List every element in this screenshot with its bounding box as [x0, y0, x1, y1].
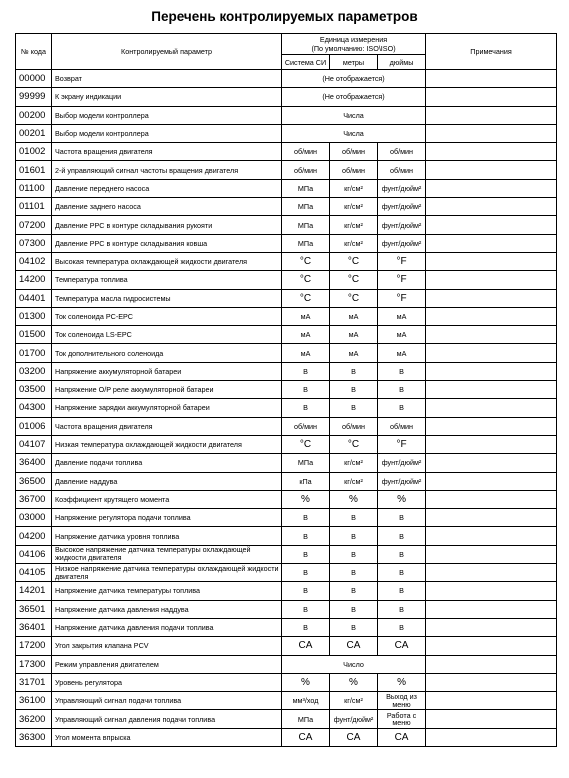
row-parameter: Напряжение датчика давления подачи топлива: [52, 618, 282, 636]
row-code: 04401: [16, 289, 52, 307]
row-parameter: Температура топлива: [52, 271, 282, 289]
row-notes: [426, 454, 557, 472]
row-code: 36400: [16, 454, 52, 472]
row-parameter: Давление наддува: [52, 472, 282, 490]
row-unit-si: %: [282, 490, 330, 508]
row-unit-metric: %: [330, 673, 378, 691]
row-parameter: Режим управления двигателем: [52, 655, 282, 673]
row-code: 01300: [16, 307, 52, 325]
table-row: [16, 472, 557, 490]
row-parameter: Ток соленоида PC-EPC: [52, 307, 282, 325]
row-unit-metric: °C: [330, 252, 378, 270]
row-unit-inch: фунт/дюйм²: [378, 234, 426, 252]
row-code: 14201: [16, 582, 52, 600]
table-row: [16, 271, 557, 289]
row-code: 04105: [16, 564, 52, 582]
row-unit-inch: фунт/дюйм²: [378, 198, 426, 216]
row-code: 14200: [16, 271, 52, 289]
row-unit-inch: фунт/дюйм²: [378, 472, 426, 490]
table-row: [16, 124, 557, 142]
row-unit-si: В: [282, 527, 330, 545]
row-parameter: Давление PPC в контуре складывания ковша: [52, 234, 282, 252]
header-inch: дюймы: [378, 55, 426, 70]
row-unit-inch: фунт/дюйм²: [378, 179, 426, 197]
row-code: 03200: [16, 362, 52, 380]
row-parameter: Уровень регулятора: [52, 673, 282, 691]
row-unit-inch: мА: [378, 344, 426, 362]
row-parameter: Напряжение аккумуляторной батареи: [52, 362, 282, 380]
row-parameter: Давление подачи топлива: [52, 454, 282, 472]
row-unit-si: °C: [282, 252, 330, 270]
row-code: 03000: [16, 509, 52, 527]
table-row: [16, 216, 557, 234]
row-parameter: Высокая температура охлаждающей жидкости двигателя: [52, 252, 282, 270]
row-unit-inch: В: [378, 381, 426, 399]
row-parameter: Напряжение зарядки аккумуляторной батареи: [52, 399, 282, 417]
row-unit-metric: °C: [330, 271, 378, 289]
row-unit-metric: мА: [330, 344, 378, 362]
row-notes: [426, 582, 557, 600]
row-parameter: К экрану индикации: [52, 88, 282, 106]
row-parameter: Напряжение датчика температуры топлива: [52, 582, 282, 600]
row-unit-si: МПа: [282, 216, 330, 234]
row-code: 01601: [16, 161, 52, 179]
row-code: 36500: [16, 472, 52, 490]
table-row: [16, 198, 557, 216]
row-unit-si: CA: [282, 637, 330, 655]
row-code: 36300: [16, 728, 52, 746]
header-metric: метры: [330, 55, 378, 70]
row-unit-inch: В: [378, 564, 426, 582]
row-code: 01500: [16, 326, 52, 344]
table-row: [16, 618, 557, 636]
row-unit-si: МПа: [282, 454, 330, 472]
row-unit-metric: °C: [330, 289, 378, 307]
row-unit-si: МПа: [282, 198, 330, 216]
table-row: [16, 490, 557, 508]
row-code: 31701: [16, 673, 52, 691]
row-unit-inch: об/мин: [378, 161, 426, 179]
row-parameter: Угол момента впрыска: [52, 728, 282, 746]
row-notes: [426, 216, 557, 234]
row-code: 07200: [16, 216, 52, 234]
row-code: 00201: [16, 124, 52, 142]
row-code: 36700: [16, 490, 52, 508]
row-unit-si: мА: [282, 326, 330, 344]
table-row: [16, 106, 557, 124]
header-si: Система СИ: [282, 55, 330, 70]
row-unit-metric: В: [330, 600, 378, 618]
row-code: 99999: [16, 88, 52, 106]
row-notes: [426, 545, 557, 563]
row-parameter: Управляющий сигнал давления подачи топлива: [52, 710, 282, 728]
row-notes: [426, 472, 557, 490]
row-unit-inch: CA: [378, 637, 426, 655]
row-code: 04107: [16, 435, 52, 453]
row-unit-si: В: [282, 399, 330, 417]
row-unit-si: В: [282, 600, 330, 618]
row-notes: [426, 435, 557, 453]
row-parameter: Частота вращения двигателя: [52, 143, 282, 161]
row-unit-si: °C: [282, 435, 330, 453]
row-unit-metric: В: [330, 381, 378, 399]
row-unit-si: В: [282, 618, 330, 636]
row-unit-metric: мА: [330, 326, 378, 344]
row-notes: [426, 289, 557, 307]
row-notes: [426, 710, 557, 728]
row-unit-metric: об/мин: [330, 143, 378, 161]
table-row: [16, 454, 557, 472]
row-unit-si: об/мин: [282, 417, 330, 435]
row-code: 04106: [16, 545, 52, 563]
row-unit-si: В: [282, 381, 330, 399]
row-unit-metric: В: [330, 399, 378, 417]
row-notes: [426, 143, 557, 161]
row-parameter: Частота вращения двигателя: [52, 417, 282, 435]
row-unit-metric: фунт/дюйм²: [330, 710, 378, 728]
row-notes: [426, 490, 557, 508]
row-notes: [426, 179, 557, 197]
row-unit-si: об/мин: [282, 143, 330, 161]
row-unit-metric: кг/см²: [330, 198, 378, 216]
row-code: 07300: [16, 234, 52, 252]
table-row: [16, 88, 557, 106]
table-row: [16, 344, 557, 362]
table-row: [16, 326, 557, 344]
header-param: Контролируемый параметр: [52, 34, 282, 70]
row-code: 36100: [16, 692, 52, 710]
row-unit-si: мм³/ход: [282, 692, 330, 710]
row-notes: [426, 655, 557, 673]
row-unit-metric: кг/см²: [330, 692, 378, 710]
row-unit-metric: В: [330, 527, 378, 545]
table-row: [16, 234, 557, 252]
row-parameter: Угол закрытия клапана PCV: [52, 637, 282, 655]
row-unit-metric: %: [330, 490, 378, 508]
header-unit-title: Единица измерения: [319, 35, 388, 44]
row-unit-metric: кг/см²: [330, 472, 378, 490]
row-code: 01700: [16, 344, 52, 362]
row-unit-metric: кг/см²: [330, 454, 378, 472]
row-code: 04200: [16, 527, 52, 545]
row-unit-metric: °C: [330, 435, 378, 453]
row-unit-inch: В: [378, 527, 426, 545]
row-unit-metric: В: [330, 582, 378, 600]
row-code: 00200: [16, 106, 52, 124]
row-code: 03500: [16, 381, 52, 399]
row-notes: [426, 618, 557, 636]
row-parameter: Ток дополнительного соленоида: [52, 344, 282, 362]
table-row: [16, 179, 557, 197]
row-unit-inch: В: [378, 582, 426, 600]
row-unit-inch: об/мин: [378, 417, 426, 435]
row-unit-inch: %: [378, 673, 426, 691]
row-code: 01100: [16, 179, 52, 197]
row-notes: [426, 564, 557, 582]
row-unit-si: °C: [282, 271, 330, 289]
row-notes: [426, 637, 557, 655]
row-notes: [426, 252, 557, 270]
table-row: [16, 70, 557, 88]
row-parameter: Высокое напряжение датчика температуры охлаждающей жидкости двигателя: [52, 545, 282, 563]
row-notes: [426, 307, 557, 325]
header-notes: Примечания: [426, 34, 557, 70]
row-unit-metric: В: [330, 509, 378, 527]
table-row: [16, 600, 557, 618]
page-title: Перечень контролируемых параметров: [151, 9, 418, 24]
table-row: [16, 582, 557, 600]
row-parameter: Ток соленоида LS-EPC: [52, 326, 282, 344]
row-parameter: Давление заднего насоса: [52, 198, 282, 216]
row-unit-metric: В: [330, 564, 378, 582]
row-notes: [426, 673, 557, 691]
row-unit-metric: CA: [330, 637, 378, 655]
row-unit-si: °C: [282, 289, 330, 307]
row-notes: [426, 381, 557, 399]
row-parameter: Выбор модели контроллера: [52, 124, 282, 142]
row-parameter: Управляющий сигнал подачи топлива: [52, 692, 282, 710]
row-unit-metric: кг/см²: [330, 179, 378, 197]
row-unit-metric: кг/см²: [330, 216, 378, 234]
header-unit-group: [282, 34, 426, 55]
row-notes: [426, 106, 557, 124]
row-unit-span: (Не отображается): [282, 88, 426, 106]
row-unit-si: %: [282, 673, 330, 691]
row-unit-si: МПа: [282, 179, 330, 197]
row-parameter: Напряжение датчика давления наддува: [52, 600, 282, 618]
row-unit-inch: мА: [378, 307, 426, 325]
row-notes: [426, 344, 557, 362]
row-unit-metric: об/мин: [330, 417, 378, 435]
table-row: [16, 289, 557, 307]
row-unit-inch: В: [378, 509, 426, 527]
row-parameter: Низкая температура охлаждающей жидкости двигателя: [52, 435, 282, 453]
row-code: 01101: [16, 198, 52, 216]
row-code: 17200: [16, 637, 52, 655]
row-unit-inch: фунт/дюйм²: [378, 216, 426, 234]
row-unit-si: CA: [282, 728, 330, 746]
row-unit-inch: °F: [378, 252, 426, 270]
table-row: [16, 545, 557, 563]
table-row: [16, 728, 557, 746]
row-code: 36401: [16, 618, 52, 636]
row-unit-inch: Работа с меню: [378, 710, 426, 728]
row-unit-si: В: [282, 362, 330, 380]
table-row: [16, 381, 557, 399]
row-notes: [426, 399, 557, 417]
row-notes: [426, 271, 557, 289]
row-code: 04102: [16, 252, 52, 270]
row-unit-metric: CA: [330, 728, 378, 746]
row-unit-metric: В: [330, 618, 378, 636]
row-unit-si: об/мин: [282, 161, 330, 179]
header-code: № кода: [16, 34, 52, 70]
table-row: [16, 564, 557, 582]
row-unit-inch: В: [378, 399, 426, 417]
row-notes: [426, 161, 557, 179]
row-code: 36501: [16, 600, 52, 618]
table-row: [16, 655, 557, 673]
row-unit-span: Числа: [282, 124, 426, 142]
table-row: [16, 161, 557, 179]
row-unit-inch: В: [378, 545, 426, 563]
row-unit-inch: фунт/дюйм²: [378, 454, 426, 472]
row-unit-inch: °F: [378, 271, 426, 289]
row-parameter: Напряжение O/P реле аккумуляторной батареи: [52, 381, 282, 399]
row-unit-span: Число: [282, 655, 426, 673]
row-parameter: Напряжение регулятора подачи топлива: [52, 509, 282, 527]
row-unit-inch: CA: [378, 728, 426, 746]
row-parameter: Выбор модели контроллера: [52, 106, 282, 124]
row-code: 00000: [16, 70, 52, 88]
row-parameter: Коэффициент крутящего момента: [52, 490, 282, 508]
row-parameter: Температура масла гидросистемы: [52, 289, 282, 307]
row-unit-si: В: [282, 545, 330, 563]
row-notes: [426, 692, 557, 710]
row-notes: [426, 728, 557, 746]
row-unit-metric: кг/см²: [330, 234, 378, 252]
row-code: 01006: [16, 417, 52, 435]
table-row: [16, 252, 557, 270]
table-row: [16, 673, 557, 691]
row-unit-metric: В: [330, 362, 378, 380]
row-code: 01002: [16, 143, 52, 161]
row-parameter: Возврат: [52, 70, 282, 88]
row-unit-si: МПа: [282, 710, 330, 728]
table-row: [16, 417, 557, 435]
row-unit-span: (Не отображается): [282, 70, 426, 88]
table-row: [16, 399, 557, 417]
row-code: 36200: [16, 710, 52, 728]
row-unit-metric: об/мин: [330, 161, 378, 179]
row-unit-inch: °F: [378, 289, 426, 307]
row-unit-metric: В: [330, 545, 378, 563]
row-unit-inch: В: [378, 618, 426, 636]
row-notes: [426, 234, 557, 252]
table-row: [16, 637, 557, 655]
row-unit-inch: Выход из меню: [378, 692, 426, 710]
row-notes: [426, 88, 557, 106]
row-unit-si: мА: [282, 307, 330, 325]
row-code: 04300: [16, 399, 52, 417]
row-unit-inch: об/мин: [378, 143, 426, 161]
table-row: [16, 307, 557, 325]
row-notes: [426, 362, 557, 380]
row-unit-metric: мА: [330, 307, 378, 325]
row-unit-si: МПа: [282, 234, 330, 252]
row-unit-inch: В: [378, 362, 426, 380]
row-parameter: Низкое напряжение датчика температуры охлаждающей жидкости двигателя: [52, 564, 282, 582]
row-parameter: 2-й управляющий сигнал частоты вращения двигателя: [52, 161, 282, 179]
table-row: [16, 143, 557, 161]
parameters-table: [15, 33, 557, 747]
row-parameter: Давление PPC в контуре складывания рукояти: [52, 216, 282, 234]
row-unit-span: Числа: [282, 106, 426, 124]
row-notes: [426, 527, 557, 545]
table-row: [16, 435, 557, 453]
row-unit-inch: В: [378, 600, 426, 618]
row-unit-si: В: [282, 564, 330, 582]
row-notes: [426, 198, 557, 216]
row-unit-si: В: [282, 509, 330, 527]
row-unit-inch: °F: [378, 435, 426, 453]
row-notes: [426, 417, 557, 435]
row-notes: [426, 124, 557, 142]
row-unit-si: В: [282, 582, 330, 600]
row-unit-inch: %: [378, 490, 426, 508]
table-row: [16, 527, 557, 545]
row-notes: [426, 326, 557, 344]
row-unit-inch: мА: [378, 326, 426, 344]
table-row: [16, 692, 557, 710]
table-row: [16, 710, 557, 728]
table-row: [16, 509, 557, 527]
header-unit-default: (По умолчанию: ISO\ISO): [311, 44, 396, 53]
row-notes: [426, 600, 557, 618]
row-parameter: Давление переднего насоса: [52, 179, 282, 197]
row-notes: [426, 509, 557, 527]
row-notes: [426, 70, 557, 88]
row-unit-si: мА: [282, 344, 330, 362]
row-unit-si: кПа: [282, 472, 330, 490]
row-parameter: Напряжение датчика уровня топлива: [52, 527, 282, 545]
row-code: 17300: [16, 655, 52, 673]
table-row: [16, 362, 557, 380]
table-body: [16, 70, 557, 747]
